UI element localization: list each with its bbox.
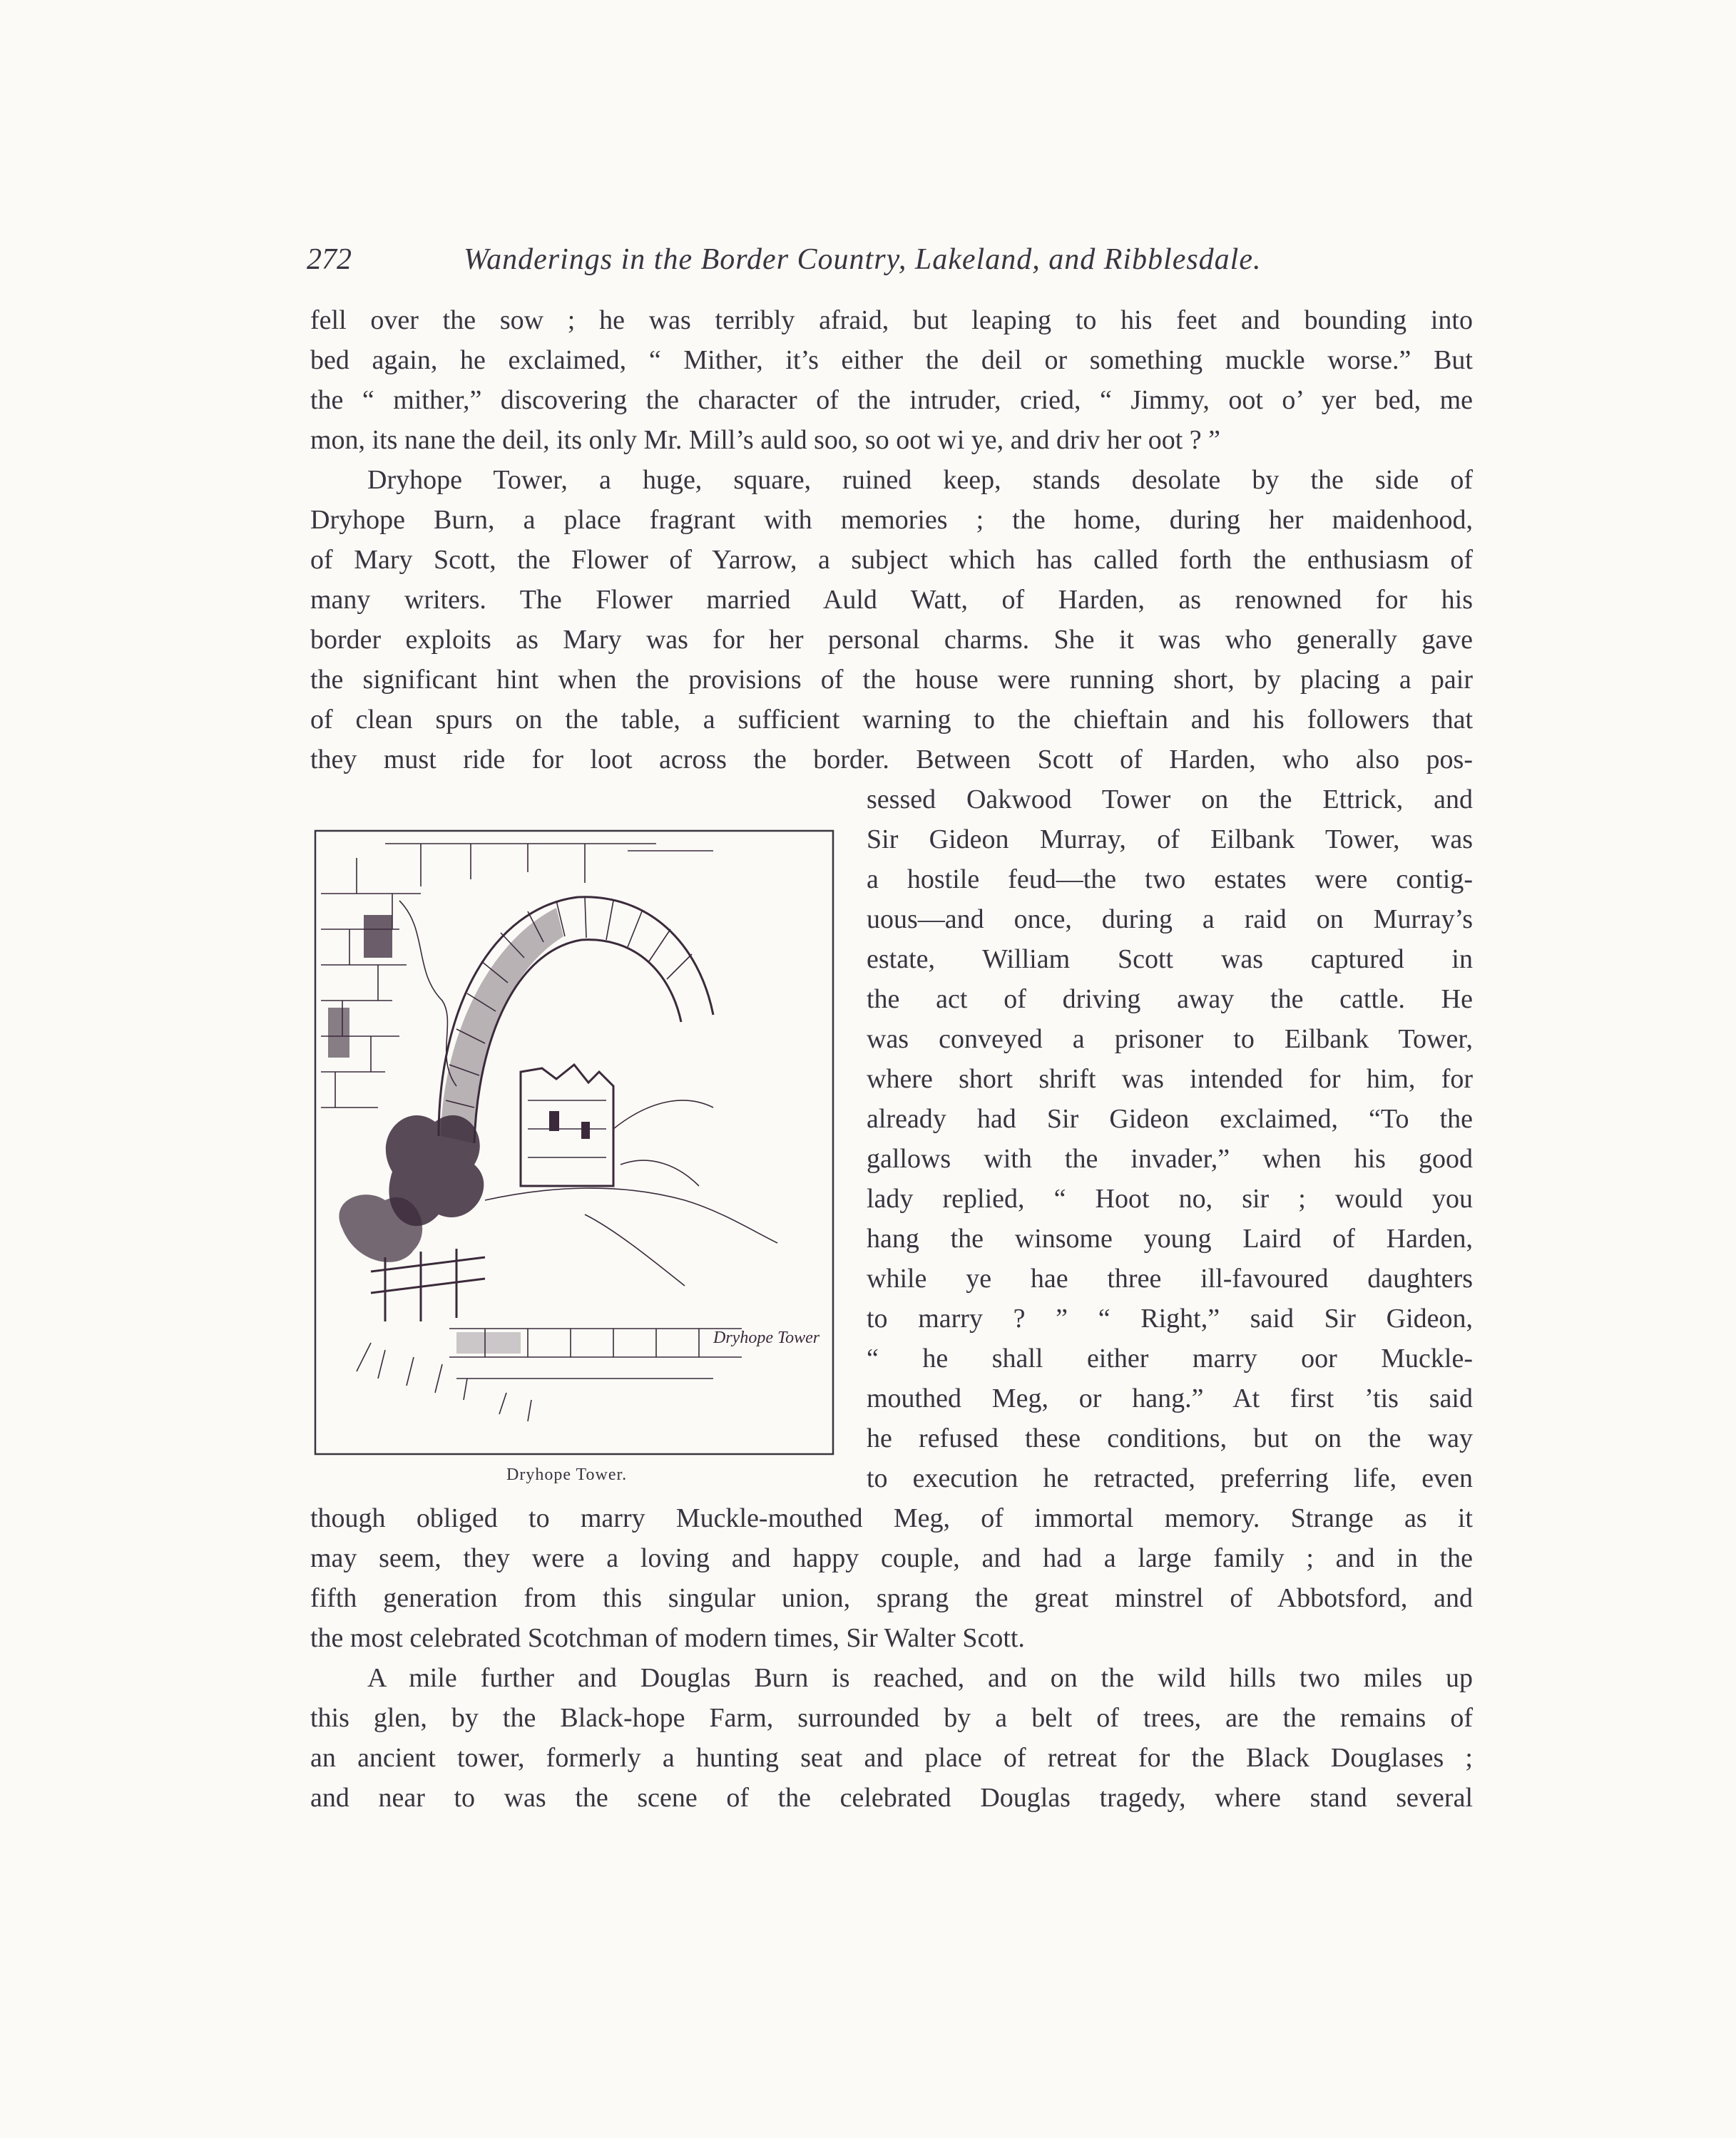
text-line: bed again, he exclaimed, “ Mither, it’s either the deil or something muckle worse.” But (310, 345, 1473, 375)
text-line: the “ mither,” discovering the character of the intruder, cried, “ Jimmy, oot o’ yer bed, me (310, 385, 1473, 415)
running-title: Wanderings in the Border Country, Lakeland, and Ribblesdale. (464, 243, 1262, 276)
text-line: of Mary Scott, the Flower of Yarrow, a subject which has called forth the enthusiasm of (310, 545, 1473, 575)
text-line: the significant hint when the provisions of the house were running short, by placing a pair (310, 665, 1473, 695)
text-line: mon, its nane the deil, its only Mr. Mill’s auld soo, so oot wi ye, and driv her oot ? ” (310, 425, 1221, 455)
text-line: many writers. The Flower married Auld Watt, of Harden, as renowned for his (310, 585, 1473, 615)
text-line: Sir Gideon Murray, of Eilbank Tower, was (867, 824, 1473, 854)
stone-arch (439, 897, 713, 1143)
text-line: may seem, they were a loving and happy couple, and had a large family ; and in the (310, 1543, 1473, 1573)
text-line: uous—and once, during a raid on Murray’s (867, 904, 1473, 934)
text-line: “ he shall either marry oor Muckle- (867, 1344, 1473, 1374)
page-number: 272 (307, 243, 352, 276)
text-line: estate, William Scott was captured in (867, 944, 1473, 974)
illustration-inscription: Dryhope Tower (713, 1329, 820, 1347)
text-line: an ancient tower, formerly a hunting seat and place of retreat for the Black Douglases ; (310, 1743, 1473, 1773)
text-line: was conveyed a prisoner to Eilbank Tower, (867, 1024, 1473, 1054)
text-line: the act of driving away the cattle. He (867, 984, 1473, 1014)
text-line: and near to was the scene of the celebrated Douglas tragedy, where stand several (310, 1783, 1473, 1813)
text-line: border exploits as Mary was for her personal charms. She it was who generally gave (310, 625, 1473, 655)
low-wall (449, 1329, 742, 1379)
grasses (357, 1343, 531, 1421)
text-line: of clean spurs on the table, a sufficient warning to the chieftain and his followers that (310, 705, 1473, 735)
ruined-tower (521, 1065, 713, 1186)
text-line: already had Sir Gideon exclaimed, “To the (867, 1104, 1473, 1134)
text-line: though obliged to marry Muckle-mouthed Meg, of immortal memory. Strange as it (310, 1503, 1473, 1533)
text-line: to execution he retracted, preferring life, even (867, 1463, 1473, 1493)
text-line: sessed Oakwood Tower on the Ettrick, and (867, 784, 1473, 814)
text-line: he refused these conditions, but on the way (867, 1423, 1473, 1453)
text-line: while ye hae three ill-favoured daughters (867, 1264, 1473, 1294)
text-line: mouthed Meg, or hang.” At first ’tis said (867, 1383, 1473, 1413)
text-line: Dryhope Burn, a place fragrant with memories ; the home, during her maidenhood, (310, 505, 1473, 535)
illustration-caption: Dryhope Tower. (506, 1466, 628, 1484)
page-header (307, 242, 1476, 285)
text-line: this glen, by the Black-hope Farm, surrounded by a belt of trees, are the remains of (310, 1703, 1473, 1733)
text-line: a hostile feud—the two estates were contig- (867, 864, 1473, 894)
text-line: hang the winsome young Laird of Harden, (867, 1224, 1473, 1254)
text-line: to marry ? ” “ Right,” said Sir Gideon, (867, 1304, 1473, 1334)
text-line: lady replied, “ Hoot no, sir ; would you (867, 1184, 1473, 1214)
paragraph-start: A mile further and Douglas Burn is reached, and on the wild hills two miles up (367, 1663, 1473, 1693)
text-line: where short shrift was intended for him, for (867, 1064, 1473, 1094)
text-line: fifth generation from this singular union, sprang the great minstrel of Abbotsford, and (310, 1583, 1473, 1613)
text-line: gallows with the invader,” when his good (867, 1144, 1473, 1174)
text-line: fell over the sow ; he was terribly afraid, but leaping to his feet and bounding into (310, 305, 1473, 335)
dryhope-tower-illustration (314, 829, 834, 1456)
hillside (485, 1160, 777, 1286)
paragraph-start: Dryhope Tower, a huge, square, ruined keep, stands desolate by the side of (367, 465, 1473, 495)
text-line: they must ride for loot across the border. Between Scott of Harden, who also pos- (310, 745, 1473, 774)
text-line: the most celebrated Scotchman of modern times, Sir Walter Scott. (310, 1623, 1025, 1653)
